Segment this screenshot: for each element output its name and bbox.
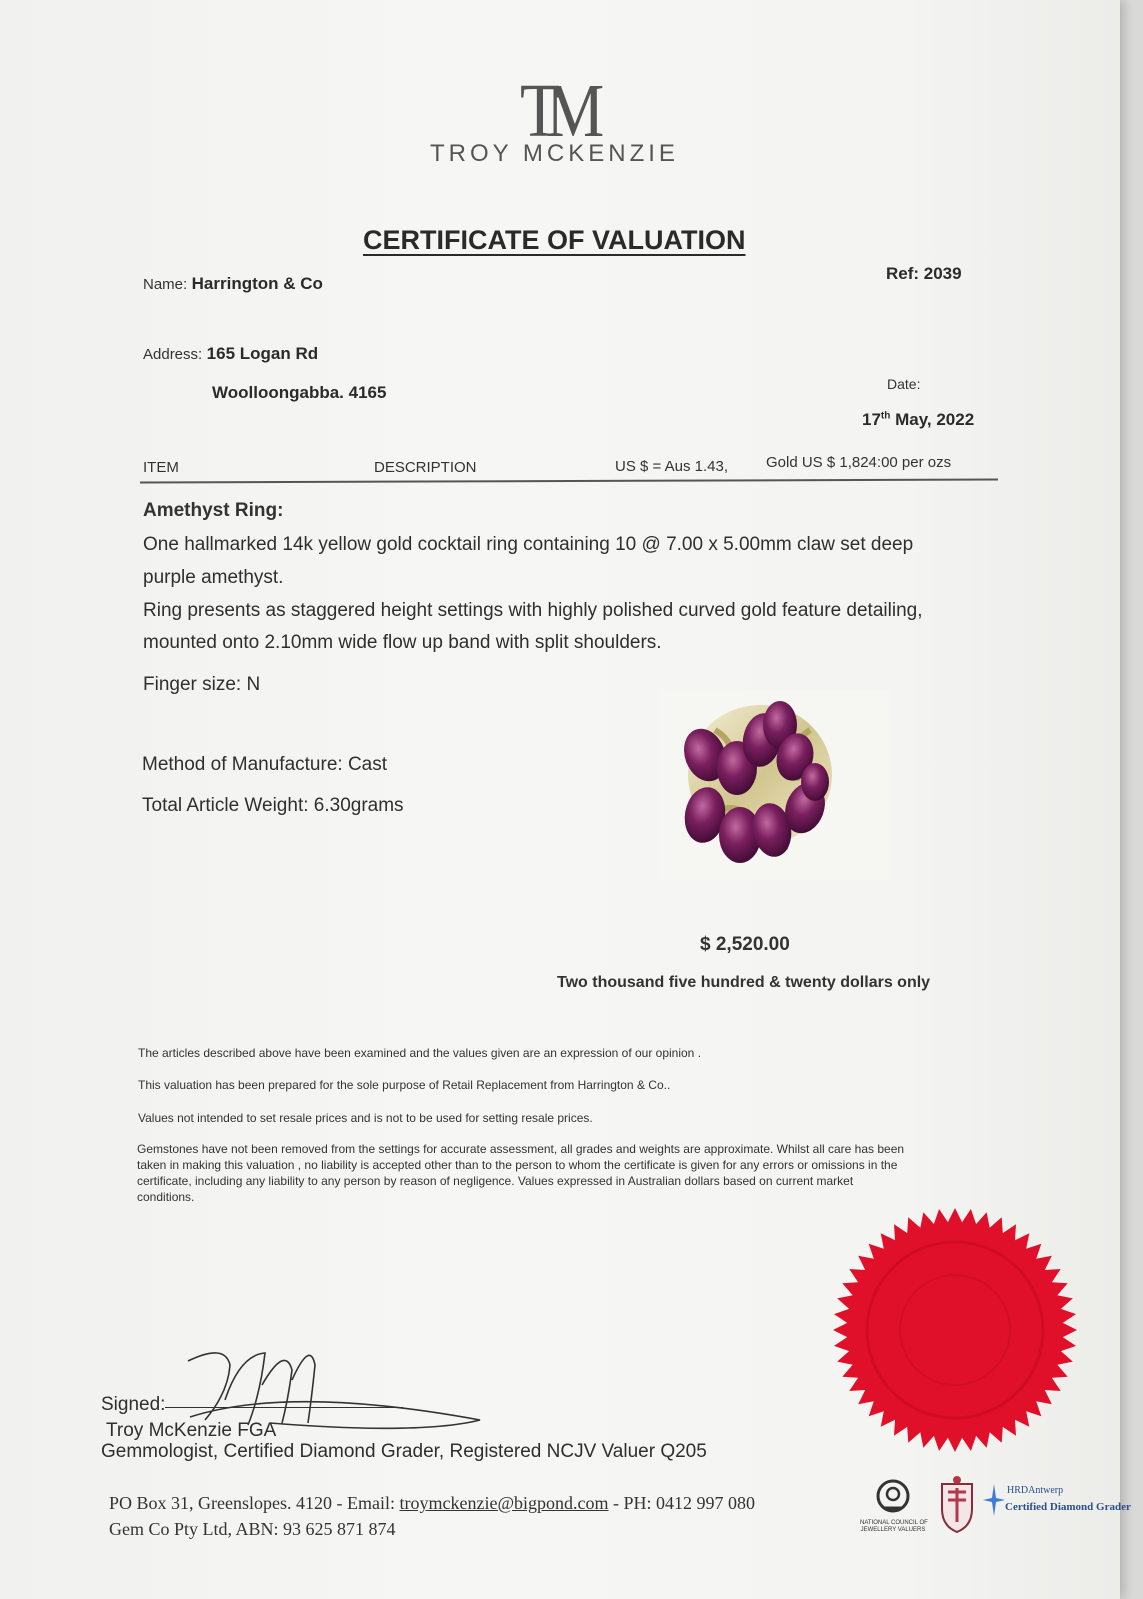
disclaimer-liability-line-1: Gemstones have not been removed from the settings for accurate assessment, all grades and weights are approximate. Whilst all care has been [137,1142,905,1156]
ncjv-line-1: NATIONAL COUNCIL OF [860,1520,928,1526]
disclaimer-liability-line-4: conditions. [137,1190,195,1204]
footer-phone: - PH: 0412 997 080 [613,1493,756,1513]
address-row [143,344,318,364]
signature-strokes [188,1353,480,1428]
disclaimer-opinion: The articles described above have been examined and the values given are an expression of our opinion . [138,1046,702,1060]
item-heading: Amethyst Ring: [143,500,284,521]
reference-number: Ref: 2039 [886,264,962,283]
date-day-suffix: th [880,410,891,422]
coat-of-arms-icon [936,1474,978,1536]
method-of-manufacture: Method of Manufacture: Cast [142,754,388,775]
disclaimer-resale: Values not intended to set resale prices and is not to be used for setting resale prices. [138,1111,593,1125]
header-divider [140,479,998,484]
date-value [862,410,974,430]
footer-email-label: Email: [346,1493,395,1513]
disclaimer-liability-line-3: certificate, including any liability to any person by reason of negligence. Values expressed in Australian dollars based on current market [137,1174,854,1188]
red-seal [830,1205,1080,1455]
hrd-certified: Certified Diamond Grader [1005,1501,1131,1513]
finger-size: Finger size: N [143,674,261,695]
footer-company: Gem Co Pty Ltd, ABN: 93 625 871 874 [109,1519,396,1539]
signatory-credentials: Gemmologist, Certified Diamond Grader, Registered NCJV Valuer Q205 [101,1441,707,1462]
amethyst-stone [801,763,829,801]
client-name-row [143,274,323,294]
item-para2-line2: mounted onto 2.10mm wide flow up band with split shoulders. [143,632,662,653]
header-item: ITEM [143,459,179,476]
header-exchange-rate: US $ = Aus 1.43, [615,458,728,475]
header-gold-price: Gold US $ 1,824:00 per ozs [766,454,952,471]
seal-star [833,1208,1077,1452]
logo-company-name: TROY MCKENZIE [430,140,679,167]
address-label: Address: [143,346,203,363]
footer-address: PO Box 31, Greenslopes. 4120 - [109,1493,343,1513]
address-line-1: 165 Logan Rd [206,344,319,363]
ncjv-line-2: JEWELLERY VALUERS [860,1527,926,1533]
client-name: Harrington & Co [191,274,323,293]
hrd-sparkle-icon [983,1484,1005,1516]
ncjv-logo-icon [875,1478,911,1514]
signatory-name: Troy McKenzie FGA [106,1420,277,1441]
date-label: Date: [887,376,921,392]
total-article-weight: Total Article Weight: 6.30grams [142,795,404,816]
name-label: Name: [143,276,188,293]
footer-contact-row [109,1493,755,1514]
certificate-title: CERTIFICATE OF VALUATION [363,225,746,255]
item-para1-line1: One hallmarked 14k yellow gold cocktail ring containing 10 @ 7.00 x 5.00mm claw set deep [143,534,914,555]
handwritten-signature [170,1325,490,1435]
address-line-2: Woolloongabba. 4165 [212,383,387,402]
item-para2-line1: Ring presents as staggered height settings with highly polished curved gold feature detailing, [143,600,923,621]
footer-email-link[interactable]: troymckenzie@bigpond.com [399,1493,609,1513]
valuation-amount: $ 2,520.00 [700,934,790,955]
header-description: DESCRIPTION [374,459,477,476]
date-day: 17 [862,410,881,429]
disclaimer-liability-line-2: taken in making this valuation , no liability is accepted other than to the person to whom the certificate is given for any errors or omissions in the [137,1158,898,1172]
logo-monogram: TM [520,69,591,153]
valuation-amount-words: Two thousand five hundred & twenty dollars only [557,974,931,991]
signed-label: Signed: [101,1394,166,1415]
item-para1-line2: purple amethyst. [143,567,284,588]
date-rest: May, 2022 [890,410,975,429]
ring-photo [660,690,890,880]
ncjv-badge-text [860,1520,926,1534]
disclaimer-purpose: This valuation has been prepared for the sole purpose of Retail Replacement from Harrington & Co.. [138,1078,671,1092]
hrd-name: HRDAntwerp [1007,1485,1064,1496]
